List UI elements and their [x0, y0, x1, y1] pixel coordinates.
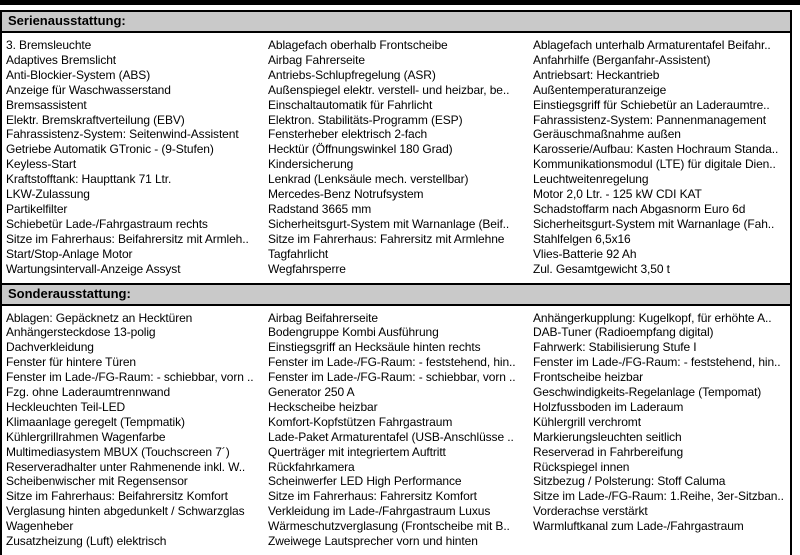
equipment-panel	[0, 10, 792, 555]
equipment-item: Einschaltautomatik für Fahrlicht	[268, 98, 533, 113]
equipment-column	[533, 38, 790, 277]
equipment-item: Wartungsintervall-Anzeige Assyst	[6, 262, 268, 277]
equipment-item: Bodengruppe Kombi Ausführung	[268, 325, 533, 340]
equipment-item: Dachverkleidung	[6, 340, 268, 355]
section-header-sonderausstattung: Sonderausstattung:	[0, 283, 792, 306]
equipment-item: Fahrassistenz-System: Seitenwind-Assistent	[6, 127, 268, 142]
equipment-item: Karosserie/Aufbau: Kasten Hochraum Standa..	[533, 142, 790, 157]
equipment-item: Fenster für hintere Türen	[6, 355, 268, 370]
equipment-item: Zul. Gesamtgewicht 3,50 t	[533, 262, 790, 277]
equipment-item: Reserveradhalter unter Rahmenende inkl. W..	[6, 460, 268, 475]
equipment-item: Keyless-Start	[6, 157, 268, 172]
equipment-item: Ablagefach oberhalb Frontscheibe	[268, 38, 533, 53]
equipment-item: Kraftstofftank: Haupttank 71 Ltr.	[6, 172, 268, 187]
equipment-item: DAB-Tuner (Radioempfang digital)	[533, 325, 790, 340]
section-standard-equipment	[0, 10, 792, 283]
equipment-item: Warmluftkanal zum Lade-/Fahrgastraum	[533, 519, 790, 534]
equipment-item: Elektron. Stabilitäts-Programm (ESP)	[268, 113, 533, 128]
equipment-item: Außentemperaturanzeige	[533, 83, 790, 98]
equipment-item: Geräuschmaßnahme außen	[533, 127, 790, 142]
equipment-item: Fenster im Lade-/FG-Raum: - schiebbar, vorn ..	[6, 370, 268, 385]
equipment-item: Ablagefach unterhalb Armaturentafel Beifahr..	[533, 38, 790, 53]
equipment-item: Sicherheitsgurt-System mit Warnanlage (Beif..	[268, 217, 533, 232]
section-header-serienausstattung: Serienausstattung:	[0, 10, 792, 33]
equipment-column	[268, 38, 533, 277]
equipment-item: Multimediasystem MBUX (Touchscreen 7´)	[6, 445, 268, 460]
equipment-item: Kindersicherung	[268, 157, 533, 172]
equipment-item: Außenspiegel elektr. verstell- und heizbar, be..	[268, 83, 533, 98]
equipment-item: Lenkrad (Lenksäule mech. verstellbar)	[268, 172, 533, 187]
equipment-item: Kommunikationsmodul (LTE) für digitale Dien..	[533, 157, 790, 172]
equipment-item: Anhängersteckdose 13-polig	[6, 325, 268, 340]
equipment-item: Fenster im Lade-/FG-Raum: - schiebbar, vorn ..	[268, 370, 533, 385]
section-body-sonderausstattung	[0, 306, 792, 555]
equipment-item: Kühlergrill verchromt	[533, 415, 790, 430]
equipment-item: Getriebe Automatik GTronic - (9-Stufen)	[6, 142, 268, 157]
equipment-item: Zusatzheizung (Luft) elektrisch	[6, 534, 268, 549]
equipment-item: Antriebsart: Heckantrieb	[533, 68, 790, 83]
equipment-item: Wagenheber	[6, 519, 268, 534]
equipment-item: Holzfussboden im Laderaum	[533, 400, 790, 415]
equipment-item: Verglasung hinten abgedunkelt / Schwarzglas	[6, 504, 268, 519]
equipment-item: Sitze im Fahrerhaus: Beifahrersitz Komfort	[6, 489, 268, 504]
equipment-item: Klimaanlage geregelt (Tempmatik)	[6, 415, 268, 430]
equipment-item: Fahrwerk: Stabilisierung Stufe I	[533, 340, 790, 355]
equipment-item: Bremsassistent	[6, 98, 268, 113]
equipment-item: Elektr. Bremskraftverteilung (EBV)	[6, 113, 268, 128]
equipment-item: Tagfahrlicht	[268, 247, 533, 262]
equipment-item: Vlies-Batterie 92 Ah	[533, 247, 790, 262]
equipment-item: Antriebs-Schlupfregelung (ASR)	[268, 68, 533, 83]
equipment-item: Wegfahrsperre	[268, 262, 533, 277]
equipment-item: Geschwindigkeits-Regelanlage (Tempomat)	[533, 385, 790, 400]
equipment-item: Leuchtweitenregelung	[533, 172, 790, 187]
equipment-column	[6, 311, 268, 550]
equipment-item: Heckscheibe heizbar	[268, 400, 533, 415]
equipment-item: Sitze im Lade-/FG-Raum: 1.Reihe, 3er-Sitzban..	[533, 489, 790, 504]
equipment-item: Scheinwerfer LED High Performance	[268, 474, 533, 489]
equipment-item: Zweiwege Lautsprecher vorn und hinten	[268, 534, 533, 549]
equipment-item: Wärmeschutzverglasung (Frontscheibe mit B..	[268, 519, 533, 534]
equipment-item: Verkleidung im Lade-/Fahrgastraum Luxus	[268, 504, 533, 519]
section-body-serienausstattung	[0, 33, 792, 283]
equipment-item: Heckleuchten Teil-LED	[6, 400, 268, 415]
equipment-item: Einstiegsgriff an Hecksäule hinten rechts	[268, 340, 533, 355]
equipment-item: Anfahrhilfe (Berganfahr-Assistent)	[533, 53, 790, 68]
equipment-item: Komfort-Kopfstützen Fahrgastraum	[268, 415, 533, 430]
equipment-item: Fensterheber elektrisch 2-fach	[268, 127, 533, 142]
equipment-item: Kühlergrillrahmen Wagenfarbe	[6, 430, 268, 445]
equipment-item: Frontscheibe heizbar	[533, 370, 790, 385]
equipment-item: Airbag Fahrerseite	[268, 53, 533, 68]
equipment-item: Sitze im Fahrerhaus: Fahrersitz Komfort	[268, 489, 533, 504]
equipment-item: Generator 250 A	[268, 385, 533, 400]
equipment-column	[533, 311, 790, 550]
equipment-item: 3. Bremsleuchte	[6, 38, 268, 53]
equipment-item: Radstand 3665 mm	[268, 202, 533, 217]
equipment-item: Sicherheitsgurt-System mit Warnanlage (Fah..	[533, 217, 790, 232]
equipment-item: Sitze im Fahrerhaus: Beifahrersitz mit Armleh..	[6, 232, 268, 247]
equipment-item: Partikelfilter	[6, 202, 268, 217]
equipment-item: Fenster im Lade-/FG-Raum: - feststehend, hin..	[268, 355, 533, 370]
equipment-item: Reserverad in Fahrbereifung	[533, 445, 790, 460]
equipment-item: Mercedes-Benz Notrufsystem	[268, 187, 533, 202]
equipment-item: Anzeige für Waschwasserstand	[6, 83, 268, 98]
equipment-item: Schiebetür Lade-/Fahrgastraum rechts	[6, 217, 268, 232]
equipment-item: Anti-Blockier-System (ABS)	[6, 68, 268, 83]
equipment-column	[6, 38, 268, 277]
equipment-item: Querträger mit integriertem Auftritt	[268, 445, 533, 460]
equipment-item: Anhängerkupplung: Kugelkopf, für erhöhte A..	[533, 311, 790, 326]
equipment-column	[268, 311, 533, 550]
equipment-item: Schadstoffarm nach Abgasnorm Euro 6d	[533, 202, 790, 217]
equipment-item: Ablagen: Gepäcknetz an Hecktüren	[6, 311, 268, 326]
equipment-item: Fenster im Lade-/FG-Raum: - feststehend, hin..	[533, 355, 790, 370]
equipment-item: Start/Stop-Anlage Motor	[6, 247, 268, 262]
equipment-item: Scheibenwischer mit Regensensor	[6, 474, 268, 489]
equipment-item: Hecktür (Öffnungswinkel 180 Grad)	[268, 142, 533, 157]
equipment-item: Rückspiegel innen	[533, 460, 790, 475]
section-optional-equipment	[0, 283, 792, 555]
equipment-item: Markierungsleuchten seitlich	[533, 430, 790, 445]
equipment-item: Motor 2,0 Ltr. - 125 kW CDI KAT	[533, 187, 790, 202]
equipment-item: LKW-Zulassung	[6, 187, 268, 202]
equipment-item: Rückfahrkamera	[268, 460, 533, 475]
equipment-item: Airbag Beifahrerseite	[268, 311, 533, 326]
equipment-item: Fzg. ohne Laderaumtrennwand	[6, 385, 268, 400]
equipment-item: Stahlfelgen 6,5x16	[533, 232, 790, 247]
equipment-item: Sitzbezug / Polsterung: Stoff Caluma	[533, 474, 790, 489]
equipment-item: Einstiegsgriff für Schiebetür an Laderaumtre..	[533, 98, 790, 113]
equipment-item: Vorderachse verstärkt	[533, 504, 790, 519]
equipment-item: Sitze im Fahrerhaus: Fahrersitz mit Armlehne	[268, 232, 533, 247]
equipment-item: Fahrassistenz-System: Pannenmanagement	[533, 113, 790, 128]
equipment-item: Lade-Paket Armaturentafel (USB-Anschlüsse ..	[268, 430, 533, 445]
equipment-item: Adaptives Bremslicht	[6, 53, 268, 68]
